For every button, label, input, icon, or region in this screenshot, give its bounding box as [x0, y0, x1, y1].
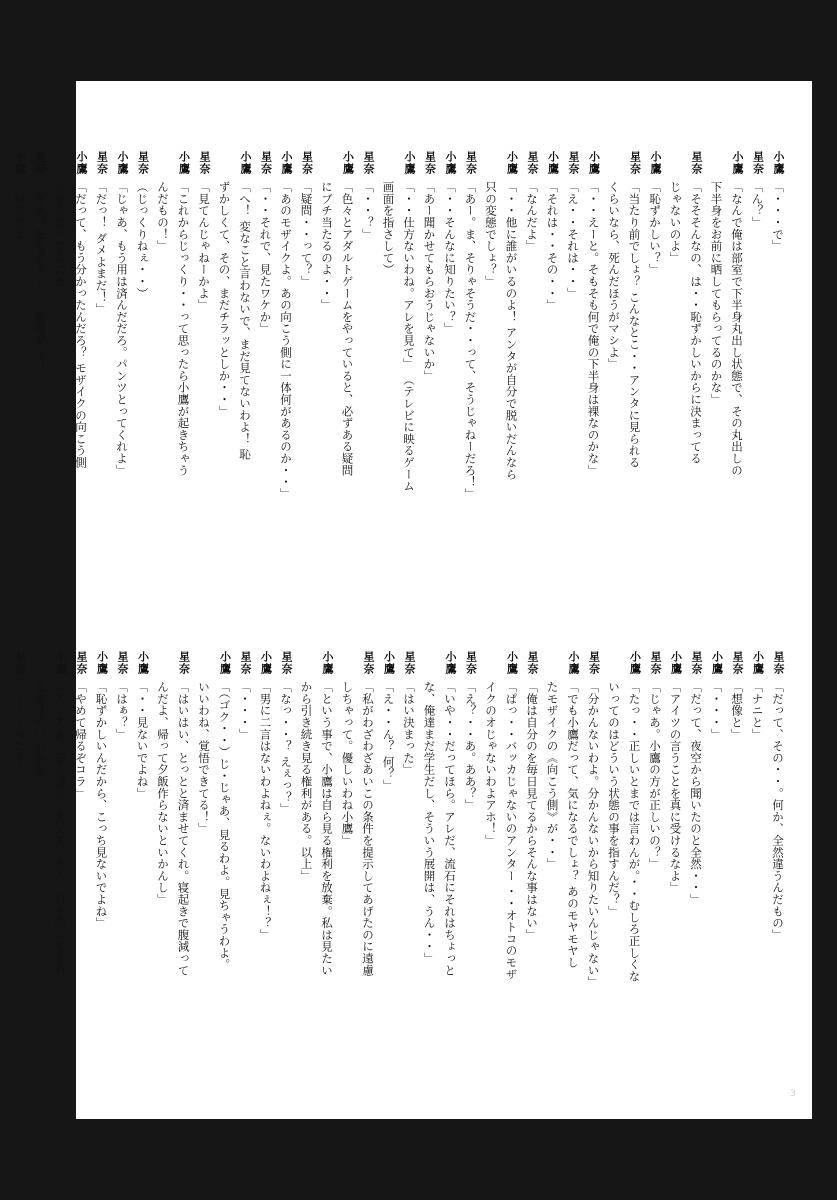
dialogue-text: んだよ、帰って夕飯作らないといかんし」	[156, 681, 170, 906]
dialogue-line	[522, 651, 543, 1046]
dialogue-text: 「これからじっくり・・って思ったら小鷹が起きちゃう	[176, 181, 191, 476]
dialogue-text: 「あー聞かせてもらおうじゃないか」	[422, 181, 437, 382]
dialogue-line	[296, 151, 317, 541]
dialogue-text: 「え？・・あ。ああ？」	[463, 681, 478, 811]
speaker-name: 小鷹	[218, 651, 232, 675]
speaker-name	[706, 151, 727, 181]
speaker-name	[665, 151, 686, 181]
dialogue-text: 「・・・」	[709, 681, 724, 740]
dialogue-line	[768, 651, 789, 1046]
speaker-name: 小鷹	[259, 651, 273, 675]
speaker-name: 星奈	[690, 151, 703, 175]
dialogue-text: 「・・見ないでよね」	[135, 681, 150, 799]
dialogue-text: 「だって、夜空から聞いたのと全然・・」	[689, 681, 703, 906]
speaker-name	[604, 651, 625, 681]
dialogue-line	[460, 651, 481, 1046]
speaker-name	[481, 151, 502, 181]
speaker-name: 小鷹	[772, 151, 785, 175]
dialogue-text: （じっくりねぇ・・）	[135, 181, 150, 299]
dialogue-line	[501, 651, 522, 1046]
dialogue-text: 「へ！ 変なこと言わないで、まだ見てないわよ！ 恥	[238, 181, 252, 461]
dialogue-line	[9, 151, 30, 541]
dialogue-line	[399, 651, 420, 1046]
speaker-name: 小鷹	[116, 151, 129, 175]
dialogue-text: 「・・えーと。そもそも何で俺の下半身は裸なのかな」	[586, 181, 601, 476]
dialogue-line	[337, 651, 358, 1046]
dialogue-text: 「あー。ま、そりゃそうだ・・って、そうじゃねーだろ！」	[463, 181, 478, 500]
dialogue-line	[440, 651, 461, 1046]
dialogue-line	[173, 651, 194, 1046]
speaker-name: 星奈	[136, 151, 150, 175]
dialogue-line	[727, 151, 748, 541]
dialogue-text: 「それは・・その・・」	[545, 181, 560, 311]
speaker-name: 小鷹	[136, 651, 150, 675]
dialogue-line	[727, 651, 748, 1046]
dialogue-text: 「やめて帰るぞコラ」	[74, 681, 88, 799]
dialogue-text: 「分かんないわよ。分かんないから知りたいんじゃない」	[586, 681, 601, 988]
speaker-name	[296, 651, 317, 681]
dialogue-text: 「え・・それは・・」	[566, 181, 580, 299]
dialogue-text: 「・・そんなに知りたい？」	[443, 181, 457, 335]
speaker-name: 星奈	[751, 151, 765, 175]
dialogue-line	[358, 151, 379, 541]
dialogue-text: 「何でだよ」	[12, 181, 27, 252]
dialogue-line	[460, 151, 481, 541]
dialogue-text: 「ん？」	[750, 181, 765, 229]
speaker-name: 小鷹	[95, 651, 109, 675]
dialogue-text: 「なっ・・？ えぇっ？」	[279, 681, 293, 815]
dialogue-line	[624, 651, 645, 1046]
speaker-name	[214, 151, 235, 181]
dialogue-line	[30, 651, 51, 1046]
speaker-name	[419, 651, 440, 681]
dialogue-line	[686, 651, 707, 1046]
dialogue-text: 「・・それで、見たワケか」	[258, 181, 273, 335]
dialogue-line	[542, 151, 563, 541]
dialogue-line	[378, 151, 399, 541]
speaker-name: 小鷹	[444, 651, 457, 675]
dialogue-line	[194, 651, 215, 1046]
dialogue-line	[132, 151, 153, 541]
dialogue-text: しちゃって。優しいわね小鷹」	[340, 681, 355, 847]
speaker-name: 小鷹	[13, 151, 27, 175]
dialogue-line	[296, 651, 317, 1046]
dialogue-line	[563, 151, 584, 541]
dialogue-line	[481, 651, 502, 1046]
speaker-name: 星奈	[464, 651, 478, 675]
speaker-name: 小鷹	[587, 151, 601, 175]
dialogue-line	[317, 151, 338, 541]
speaker-name: 星奈	[362, 151, 375, 175]
speaker-name	[481, 651, 502, 681]
dialogue-text: 「・・他に誰がいるのよ！ アンタが自分で脱いだんなら	[504, 181, 519, 480]
dialogue-line	[337, 151, 358, 541]
dialogue-text: 「私がわざわざあいこの条件を提示してあげたのに遠慮	[361, 681, 375, 976]
dialogue-text: 「・・・で」	[771, 181, 785, 252]
speaker-name: 星奈	[731, 651, 744, 675]
dialogue-line	[583, 651, 604, 1046]
dialogue-line	[358, 651, 379, 1046]
dialogue-text: 「・・・ったく」	[12, 681, 27, 776]
dialogue-text: にブチ当たるのよ・・」	[320, 181, 334, 311]
dialogue-line	[50, 151, 71, 541]
speaker-name: 小鷹	[75, 151, 88, 175]
dialogue-line	[747, 151, 768, 541]
dialogue-text: 「ナニと」	[750, 681, 765, 740]
speaker-name: 小鷹	[751, 651, 765, 675]
dialogue-text: 「見てんじゃねーかよ」	[197, 181, 211, 311]
speaker-name: 星奈	[13, 651, 27, 675]
speaker-name: 小鷹	[505, 651, 519, 675]
dialogue-text: 「・・・」	[238, 681, 252, 740]
dialogue-line	[255, 151, 276, 541]
dialogue-line	[542, 651, 563, 1046]
dialogue-text: くらいなら、死んだほうがマシよ」	[607, 181, 621, 370]
speaker-name: 星奈	[772, 651, 785, 675]
dialogue-line	[153, 651, 174, 1046]
dialogue-text: 「アイツの言うことを真に受けるなよ」	[668, 681, 683, 894]
dialogue-line	[255, 651, 276, 1046]
dialogue-line	[214, 651, 235, 1046]
dialogue-text: 「はいはい、とっとと済ませてくれ。寝起きで腹減って	[176, 681, 191, 976]
dialogue-line	[276, 651, 297, 1046]
speaker-name	[317, 151, 338, 181]
dialogue-line	[71, 651, 92, 1046]
dialogue-line	[132, 651, 153, 1046]
dialogue-line	[706, 651, 727, 1046]
speaker-name	[378, 151, 399, 181]
dialogue-line	[604, 651, 625, 1046]
dialogue-line	[317, 651, 338, 1046]
dialogue-line	[214, 151, 235, 541]
dialogue-text: んだもの！」	[156, 181, 170, 252]
dialogue-text: 「俺は自分のを毎日見てるからそんな事はない」	[525, 681, 539, 941]
speaker-name: 小鷹	[444, 151, 457, 175]
speaker-name: 小鷹	[321, 651, 334, 675]
speaker-name: 星奈	[259, 151, 273, 175]
speaker-name: 星奈	[75, 651, 88, 675]
dialogue-text: 「たっ・・正しいとまでは言わんが。・・むしろ正しくな	[627, 681, 642, 983]
dialogue-line	[604, 151, 625, 541]
dialogue-text: 下半身をお前に晒してもらってるのかな」	[709, 181, 724, 406]
dialogue-text: 「・・仕方ないわね。アレを見て」 （テレビに映るゲーム	[402, 181, 416, 492]
dialogue-text: 「いや・・だってほら。アレだ、流石にそれはちょっと	[443, 681, 457, 976]
speaker-name: 星奈	[587, 651, 601, 675]
dialogue-text: 「男に二言はないわよねぇ。ないわよねぇ！？」	[258, 681, 273, 941]
dialogue-text: から引き続き見る権利がある。以上」	[299, 681, 314, 882]
speaker-name	[337, 651, 358, 681]
speaker-name: 小鷹	[177, 151, 191, 175]
dialogue-line	[153, 151, 174, 541]
speaker-name: 小鷹	[710, 651, 724, 675]
dialogue-line	[276, 151, 297, 541]
dialogue-text: 「じゃあ、もう用は済んだだろ。パンツとってくれよ」	[115, 181, 129, 476]
dialogue-text: るだけでいいから」	[33, 681, 47, 788]
dialogue-line	[91, 151, 112, 541]
dialogue-line	[399, 151, 420, 541]
dialogue-text: 「という事で、小鷹は自ら見る権利を放棄。私は見たい	[320, 681, 334, 976]
speaker-name: 小鷹	[649, 151, 662, 175]
speaker-name: 星奈	[526, 651, 539, 675]
speaker-name: 星奈	[95, 151, 109, 175]
speaker-name: 星奈	[34, 151, 47, 175]
speaker-name: 小鷹	[628, 651, 642, 675]
dialogue-text: じゃないのよ」	[668, 181, 683, 264]
manuscript-page	[12, 81, 812, 1119]
speaker-name	[542, 651, 563, 681]
dialogue-text: イクのオじゃないわよアホ！」	[484, 681, 498, 847]
dialogue-text: 「はい決まった」	[402, 681, 416, 776]
page-number: 3	[790, 1089, 796, 1099]
dialogue-text: 「ぱっ・・バッカじゃないのアンター ・・オトコのモザ	[504, 681, 519, 980]
speaker-name: 星奈	[239, 651, 252, 675]
speaker-name: 星奈	[464, 151, 478, 175]
speaker-name	[604, 151, 625, 181]
speaker-name: 星奈	[198, 151, 211, 175]
dialogue-text: 「恥ずかしいんだから、こっち見ないでよね」	[94, 681, 109, 929]
dialogue-line	[235, 651, 256, 1046]
dialogue-text: 「あのモザイクよ。あの向こう側に一体何があるのか・・」	[279, 181, 293, 500]
speaker-name: 星奈	[280, 651, 293, 675]
dialogue-text: 「・・？」	[361, 181, 375, 240]
dialogue-text: 「想像と」	[730, 681, 744, 740]
dialogue-block-bottom	[9, 651, 788, 1046]
dialogue-text: 「でも小鷹だって、気になるでしょ？ あのモヤモヤし	[566, 681, 580, 969]
speaker-name: 星奈	[403, 651, 416, 675]
speaker-name: 小鷹	[505, 151, 519, 175]
speaker-name: 小鷹	[546, 151, 560, 175]
speaker-name	[153, 651, 174, 681]
dialogue-line	[30, 151, 51, 541]
speaker-name: 小鷹	[280, 151, 293, 175]
speaker-name: 星奈	[362, 651, 375, 675]
dialogue-line	[378, 651, 399, 1046]
speaker-name	[30, 651, 51, 681]
dialogue-text: がどうなってるのか」	[53, 181, 68, 299]
dialogue-line	[686, 151, 707, 541]
dialogue-text: いってのはどういう状態の事を指すんだ？」	[607, 681, 621, 917]
speaker-name: 小鷹	[341, 151, 355, 175]
speaker-name: 星奈	[116, 651, 129, 675]
dialogue-line	[768, 151, 789, 541]
speaker-name: 星奈	[526, 151, 539, 175]
dialogue-text: 「恥ずかしい？」	[648, 181, 662, 276]
dialogue-line	[9, 651, 30, 1046]
dialogue-line	[91, 651, 112, 1046]
dialogue-text: 「当たり前でしょ？ こんなとこ・・アンタに見られる	[627, 181, 642, 469]
dialogue-line	[173, 151, 194, 541]
dialogue-text: 「なんで俺は部室で下半身丸出し状態で、その丸出しの	[730, 181, 744, 476]
dialogue-text: 「色々とアダルトゲームをやっていると、必ずある疑問	[340, 181, 355, 476]
speaker-name: 星奈	[423, 151, 437, 175]
dialogue-text: 「ダメったらダメー 絶対ダメ！」	[33, 181, 47, 382]
dialogue-line	[645, 651, 666, 1046]
dialogue-text: いいわね、覚悟できてる！」	[197, 681, 211, 835]
speaker-name: 星奈	[177, 651, 191, 675]
dialogue-line	[624, 151, 645, 541]
dialogue-line	[419, 651, 440, 1046]
dialogue-text: 「じゃあ。小鷹の方が正しいの？」	[648, 681, 662, 870]
dialogue-text: 「そそそんなの、は・・恥ずかしいからに決まってる	[689, 181, 703, 465]
dialogue-line	[645, 151, 666, 541]
dialogue-text: たモザイクの《向こう側》が・・」	[545, 681, 560, 870]
dialogue-line	[235, 151, 256, 541]
dialogue-text: 「だっ！ ダメよまだ！」	[94, 181, 109, 315]
dialogue-text: 「はぁ？」	[115, 681, 129, 740]
dialogue-line	[522, 151, 543, 541]
speaker-name: 小鷹	[54, 651, 68, 675]
speaker-name: 星奈	[628, 151, 642, 175]
speaker-name	[153, 151, 174, 181]
dialogue-line	[112, 651, 133, 1046]
dialogue-text: 「え・・ん？ 何？」	[381, 681, 396, 792]
speaker-name: 星奈	[690, 651, 703, 675]
dialogue-line	[665, 651, 686, 1046]
speaker-name: 小鷹	[239, 151, 252, 175]
dialogue-line	[440, 151, 461, 541]
dialogue-text: 「なんだよ」	[525, 181, 539, 252]
dialogue-text: 只の変態でしょ？」	[484, 181, 498, 288]
speaker-name	[194, 651, 215, 681]
dialogue-line	[583, 151, 604, 541]
speaker-name: 小鷹	[567, 651, 580, 675]
dialogue-line	[419, 151, 440, 541]
speaker-name: 星奈	[567, 151, 580, 175]
dialogue-line	[563, 651, 584, 1046]
speaker-name: 小鷹	[403, 151, 416, 175]
dialogue-text: 「あ、ああ。違う違う、大丈夫。うん。目を瞑ってくれ	[53, 681, 68, 976]
dialogue-text: な、俺達まだ学生だし、そういう展開は、うん・・」	[422, 681, 437, 965]
dialogue-line	[71, 151, 92, 541]
dialogue-line	[112, 151, 133, 541]
dialogue-block-top	[9, 151, 788, 541]
dialogue-line	[706, 151, 727, 541]
dialogue-text: 画面を指さして）	[381, 181, 396, 276]
dialogue-line	[481, 151, 502, 541]
speaker-name: 星奈	[300, 151, 314, 175]
dialogue-line	[747, 651, 768, 1046]
dialogue-line	[50, 651, 71, 1046]
speaker-name: 小鷹	[731, 151, 744, 175]
dialogue-line	[665, 151, 686, 541]
dialogue-text: 「だって、その・・。何か、全然違うんだもの」	[771, 681, 785, 941]
dialogue-line	[501, 151, 522, 541]
dialogue-line	[194, 151, 215, 541]
dialogue-text: 「疑問・・って？」	[299, 181, 314, 288]
speaker-name	[50, 151, 71, 181]
dialogue-text: 「（ゴク・・）じ・じゃあ、見るわよ。見ちゃうわよ。	[217, 681, 232, 971]
speaker-name: 小鷹	[669, 651, 683, 675]
speaker-name: 星奈	[649, 651, 662, 675]
speaker-name: 小鷹	[382, 651, 396, 675]
dialogue-text: ずかしくて、その、まだチラッとしか・・」	[217, 181, 232, 417]
dialogue-text: 「だって、もう分かったんだろ？ モザイクの向こう側	[74, 181, 88, 469]
